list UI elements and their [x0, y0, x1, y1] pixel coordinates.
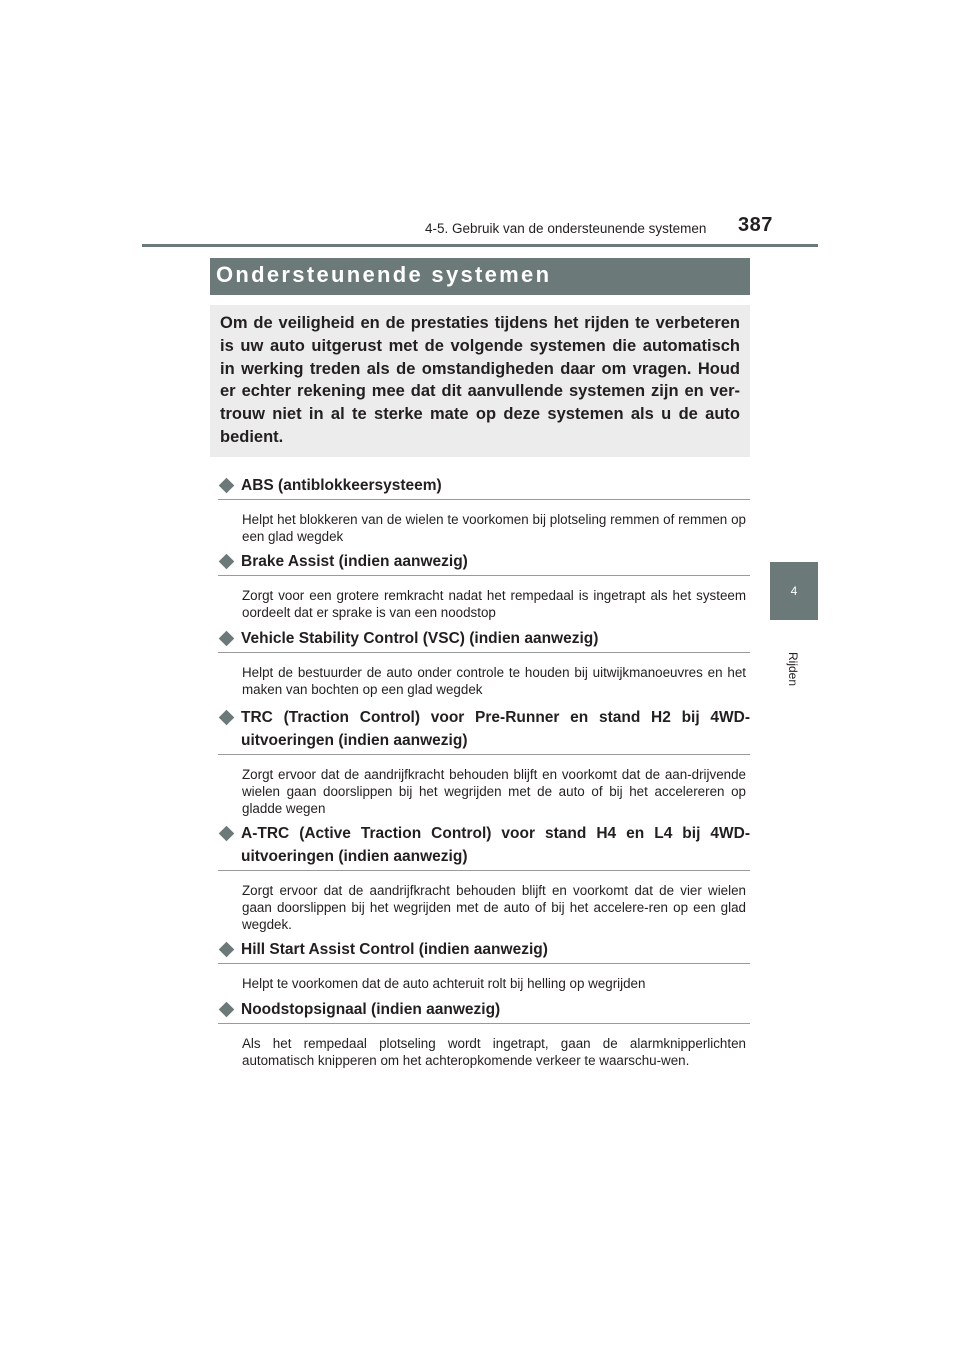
- header-divider: [142, 244, 818, 247]
- item-description: Zorgt ervoor dat de aandrijfkracht behouden blijft en voorkomt dat de aan-drijvende wielen gaan doorslippen bij het wegrijden met de auto of bij het accelereren op gladde wegen: [242, 767, 746, 816]
- section-header: 4-5. Gebruik van de ondersteunende systemen: [425, 221, 707, 236]
- list-item: [218, 822, 750, 933]
- list-item: [218, 938, 750, 993]
- intro-text: Om de veiligheid en de prestaties tijdens het rijden te verbeteren is uw auto uitgerust met de volgende systemen die automatisch in werking treden als de omstandigheden daar om vragen. Houd er echter rekening mee dat dit aanvullende systemen zijn en ver-trouw niet in al te sterke mate op deze systemen als u de auto bedient.: [220, 314, 740, 446]
- list-item: [218, 706, 750, 817]
- chapter-label: Rijden: [786, 652, 800, 687]
- item-title: Noodstopsignaal (indien aanwezig): [241, 1001, 501, 1018]
- diamond-bullet-icon: [219, 554, 235, 570]
- item-heading: [218, 627, 750, 653]
- page-title-bar: [210, 258, 750, 295]
- item-description: Helpt de bestuurder de auto onder controle te houden bij uitwijkmanoeuvres en het maken van bochten op een glad wegdek: [242, 665, 746, 697]
- diamond-bullet-icon: [219, 631, 235, 647]
- item-heading: [218, 822, 750, 871]
- list-item: [218, 550, 750, 622]
- item-title: TRC (Traction Control) voor Pre-Runner en stand H2 bij 4WD-uitvoeringen (indien aanwezig): [241, 709, 750, 749]
- item-heading: [218, 474, 750, 500]
- diamond-bullet-icon: [219, 1002, 235, 1018]
- item-heading: [218, 550, 750, 576]
- diamond-bullet-icon: [219, 942, 235, 958]
- page-number: 387: [738, 214, 773, 236]
- item-heading: [218, 706, 750, 755]
- item-title: A-TRC (Active Traction Control) voor stand H4 en L4 bij 4WD-uitvoeringen (indien aanwezig): [241, 825, 750, 865]
- intro-box: [210, 305, 750, 457]
- item-heading: [218, 938, 750, 964]
- list-item: [218, 474, 750, 546]
- item-description: Helpt het blokkeren van de wielen te voorkomen bij plotseling remmen of remmen op een glad wegdek: [242, 512, 746, 544]
- item-title: Brake Assist (indien aanwezig): [241, 553, 468, 570]
- item-description: Helpt te voorkomen dat de auto achteruit rolt bij helling op wegrijden: [242, 976, 646, 991]
- item-description: Zorgt ervoor dat de aandrijfkracht behouden blijft en voorkomt dat de vier wielen gaan doorslippen bij het wegrijden met de auto of bij het accelere-ren op een glad wegdek.: [242, 883, 746, 932]
- item-title: Hill Start Assist Control (indien aanwezig): [241, 941, 548, 958]
- item-title: ABS (antiblokkeersysteem): [241, 477, 442, 494]
- item-description: Zorgt voor een grotere remkracht nadat het rempedaal is ingetrapt als het systeem oordeelt dat er sprake is van een noodstop: [242, 588, 746, 620]
- list-item: [218, 998, 750, 1070]
- diamond-bullet-icon: [219, 826, 235, 842]
- diamond-bullet-icon: [219, 710, 235, 726]
- item-description: Als het rempedaal plotseling wordt ingetrapt, gaan de alarmknipperlichten automatisch knipperen om het achteropkomende verkeer te waarschu-wen.: [242, 1036, 746, 1068]
- page-title: Ondersteunende systemen: [216, 262, 552, 287]
- item-title: Vehicle Stability Control (VSC) (indien aanwezig): [241, 630, 599, 647]
- chapter-tab: 4: [770, 562, 818, 620]
- list-item: [218, 627, 750, 699]
- diamond-bullet-icon: [219, 478, 235, 494]
- item-heading: [218, 998, 750, 1024]
